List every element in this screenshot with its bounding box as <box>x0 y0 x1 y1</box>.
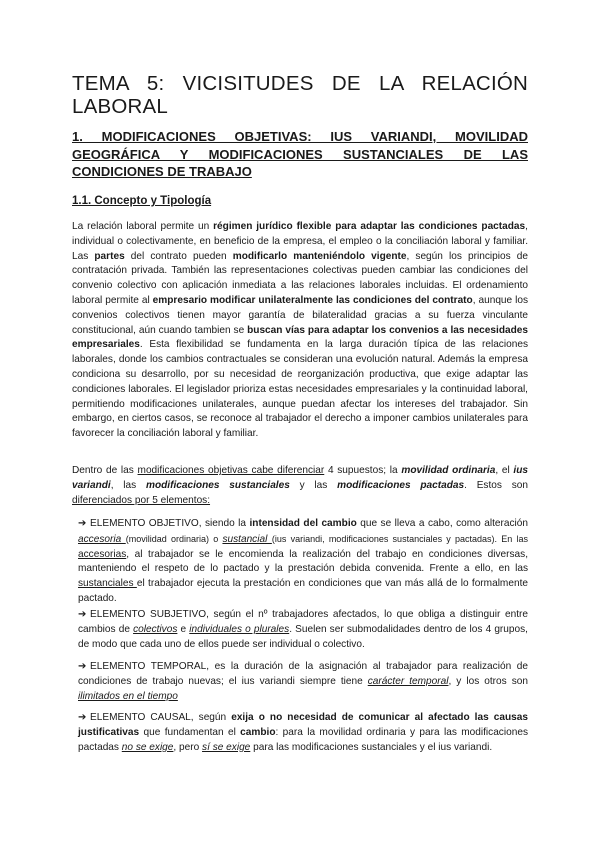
section-heading: 1. MODIFICACIONES OBJETIVAS: IUS VARIANDI, MOVILIDAD GEOGRÁFICA Y MODIFICACIONES SUSTANCIALES DE LAS CONDICIONES DE TRABAJO <box>72 129 528 179</box>
list-item-elemento-subjetivo: ➔ ELEMENTO SUBJETIVO, según el nº trabajadores afectados, lo que obliga a distinguir entre cambios de colectivos e individuales o plurales. Suelen ser submodalidades dentro de los 4 grupos, de modo que cada uno de ellos puede ser individual o colectivo. <box>78 609 528 650</box>
arrow-bullet-icon: ➔ <box>78 712 87 723</box>
arrow-bullet-icon: ➔ <box>78 609 87 620</box>
paragraph-intro: La relación laboral permite un régimen jurídico flexible para adaptar las condiciones pactadas, individual o colectivamente, en beneficio de la empresa, el empleo o la conciliación laboral y familiar. Las partes del contrato pueden modificarlo manteniéndolo vigente, según los principios de contratación privada. También las representaciones colectivas pueden cambiar las condiciones del convenio colectivo con aplicación inmediata a las relaciones laborales incluidas. El ordenamiento laboral permite al empresario modificar unilateralmente las condiciones del contrato, aunque los convenios colectivos tienen mayor garantía de bilateralidad gracias a su fuerza vinculante constitucional, aún cuando tambien se buscan vías para adaptar los convenios a las necesidades empresariales. Esta flexibilidad se fundamenta en la larga duración típica de las relaciones laborales, donde los cambios contractuales se consideran una evolución natural. Además la empresa condiciona su desarrollo, por su necesidad de reorganización productiva, que exige adaptar las condiciones laborales. El legislador prioriza estas necesidades empresariales y la continuidad laboral, permitiendo modificaciones unilaterales, aunque puedan afectar los intereses del trabajador. Sin embargo, en ciertos casos, se reconoce al trabajador el derecho a imponer cambios unilaterales para favorecer la conciliación laboral y familiar. <box>72 221 529 440</box>
list-item-elemento-objetivo: ➔ ELEMENTO OBJETIVO, siendo la intensidad del cambio que se lleva a cabo, como alteración accesoria (movilidad ordinaria) o sustancial (ius variandi, modificaciones sustanciales y pactadas). En las accesorias, al trabajador se le encomienda la realización del trabajo en condiciones diversas, manteniendo el respeto de lo pactado y la prestación debida convenida. Frente a ello, en las sustanciales el trabajador ejecuta la prestación en condiciones que van más allá de lo formalmente pactado. <box>78 518 528 604</box>
list-item-elemento-causal: ➔ ELEMENTO CAUSAL, según exija o no necesidad de comunicar al afectado las causas justificativas que fundamentan el cambio: para la movilidad ordinaria y para las modificaciones pactadas no se exige, pero sí se exige para las modificaciones sustanciales y el ius variandi. <box>78 712 529 753</box>
subsection-heading: 1.1. Concepto y Tipología <box>72 195 212 207</box>
paragraph-supuestos: Dentro de las modificaciones objetivas cabe diferenciar 4 supuestos; la movilidad ordinaria, el ius variandi, las modificaciones sustanciales y las modificaciones pactadas. Estos son diferenciados por 5 elementos: <box>72 465 529 506</box>
arrow-bullet-icon: ➔ <box>78 518 87 529</box>
arrow-bullet-icon: ➔ <box>78 661 87 672</box>
page-title: TEMA 5: VICISITUDES DE LA RELACIÓN LABORAL <box>72 72 528 118</box>
list-item-elemento-temporal: ➔ ELEMENTO TEMPORAL, es la duración de la asignación al trabajador para realización de condiciones de trabajo nuevas; el ius variandi siempre tiene carácter temporal, y los otros son ilimitados en el tiempo <box>78 661 528 702</box>
